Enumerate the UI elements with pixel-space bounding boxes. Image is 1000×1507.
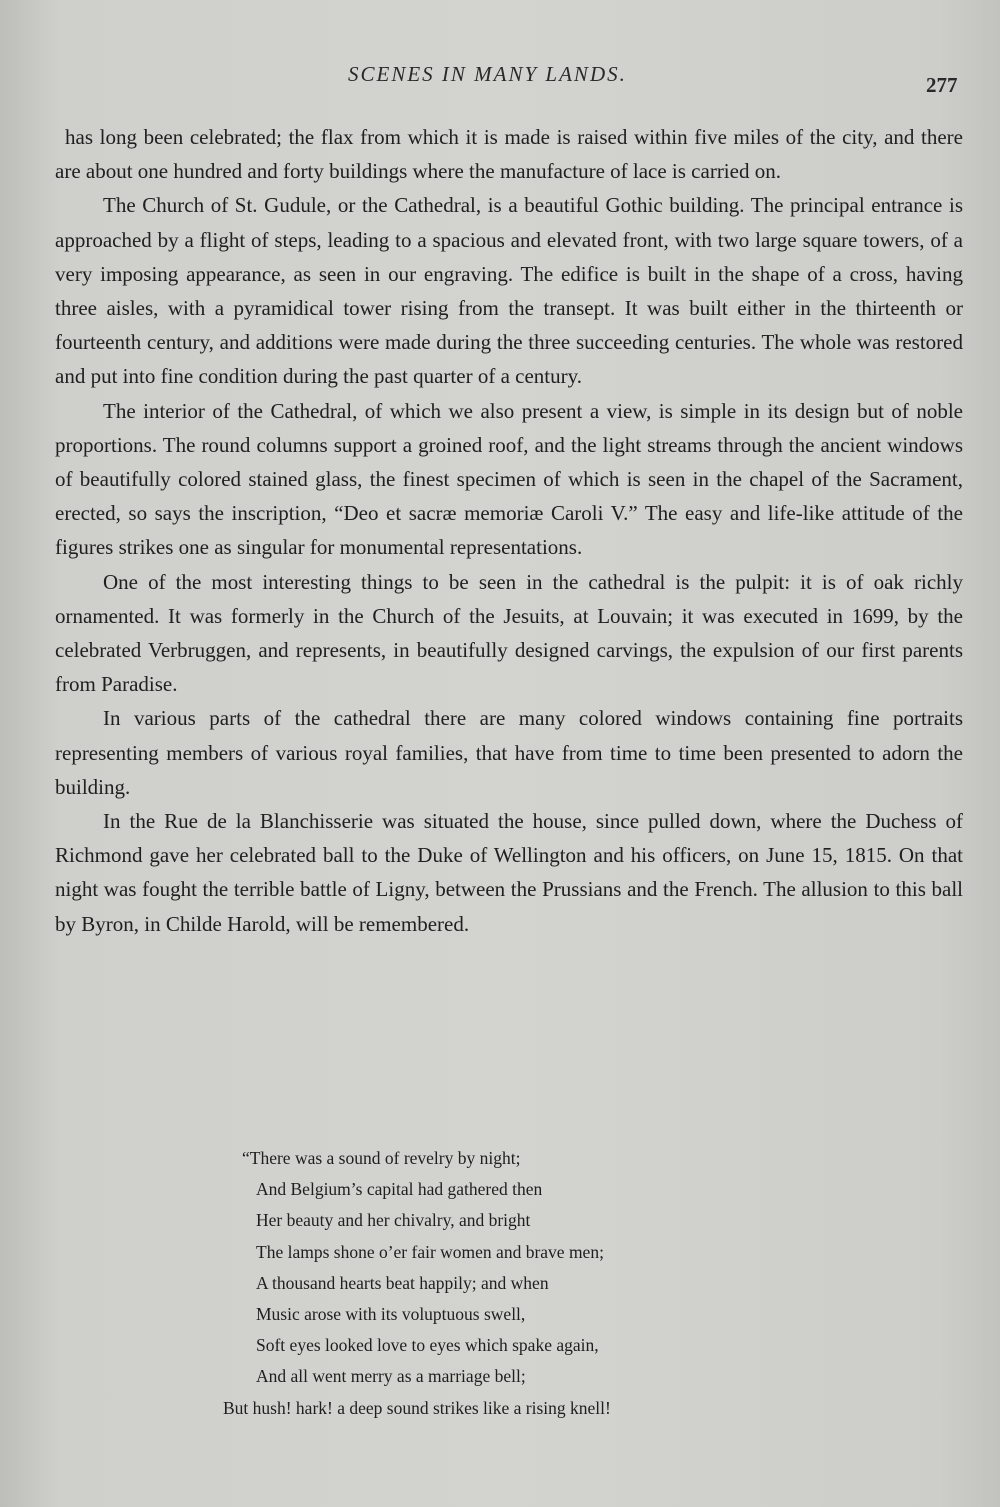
body-text <box>55 120 963 941</box>
poem-line: And all went merry as a marriage bell; <box>256 1366 526 1387</box>
paragraph-ball: In the Rue de la Blanchisserie was situated the house, since pulled down, where the Duchess of Richmond gave her celebrated ball to the Duke of Wellington and his officers, on June 15, 1815. On that night was fought the terrible battle of Ligny, between the Prussians and the French. The allusion to this ball by Byron, in Childe Harold, will be remembered. <box>55 809 963 936</box>
page-number: 277 <box>926 73 958 97</box>
poem-line: And Belgium’s capital had gathered then <box>256 1179 543 1200</box>
paragraph-interior: The interior of the Cathedral, of which we also present a view, is simple in its design but of noble proportions. The round columns support a groined roof, and the light streams through the ancient windows of beautifully colored stained glass, the finest specimen of which is seen in the chapel of the Sacrament, erected, so says the inscription, “Deo et sacræ memoriæ Caroli V.” The easy and life-like attitude of the figures strikes one as singular for monumental representations. <box>55 398 963 560</box>
poem-line: Music arose with its voluptuous swell, <box>256 1304 526 1325</box>
poem-line: Soft eyes looked love to eyes which spake again, <box>256 1335 599 1356</box>
paragraph-pulpit: One of the most interesting things to be seen in the cathedral is the pulpit: it is of oak richly ornamented. It was formerly in the Church of the Jesuits, at Louvain; it was executed in 1699, by the celebrated Verbruggen, and represents, in beautifully designed carvings, the expulsion of our first parents from Paradise. <box>55 569 963 697</box>
poem-line: But hush! hark! a deep sound strikes like a rising knell! <box>223 1397 611 1418</box>
running-title: SCENES IN MANY LANDS. <box>348 62 627 86</box>
poem-line: Her beauty and her chivalry, and bright <box>256 1210 531 1231</box>
paragraph-continued: has long been celebrated; the flax from which it is made is raised within five miles of the city, and there are about one hundred and forty buildings where the manufacture of lace is carried on. <box>55 125 963 184</box>
paragraph-st-gudule: The Church of St. Gudule, or the Cathedral, is a beautiful Gothic building. The principal entrance is approached by a flight of steps, leading to a spacious and elevated front, with two large square towers, of a very imposing appearance, as seen in our engraving. The edifice is built in the shape of a cross, having three aisles, with a pyramidical tower rising from the transept. It was built either in the thirteenth or fourteenth century, and additions were made during the three succeeding centuries. The whole was restored and put into fine condition during the past quarter of a century. <box>55 193 963 389</box>
poem-line: The lamps shone o’er fair women and brave men; <box>256 1241 604 1262</box>
poem-line: “There was a sound of revelry by night; <box>242 1148 521 1168</box>
running-head <box>0 62 1000 97</box>
poem-line: A thousand hearts beat happily; and when <box>256 1272 549 1293</box>
paragraph-windows: In various parts of the cathedral there are many colored windows containing fine portraits representing members of various royal families, that have from time to time been presented to adorn the building. <box>55 706 963 799</box>
poem-quotation <box>220 1143 780 1424</box>
